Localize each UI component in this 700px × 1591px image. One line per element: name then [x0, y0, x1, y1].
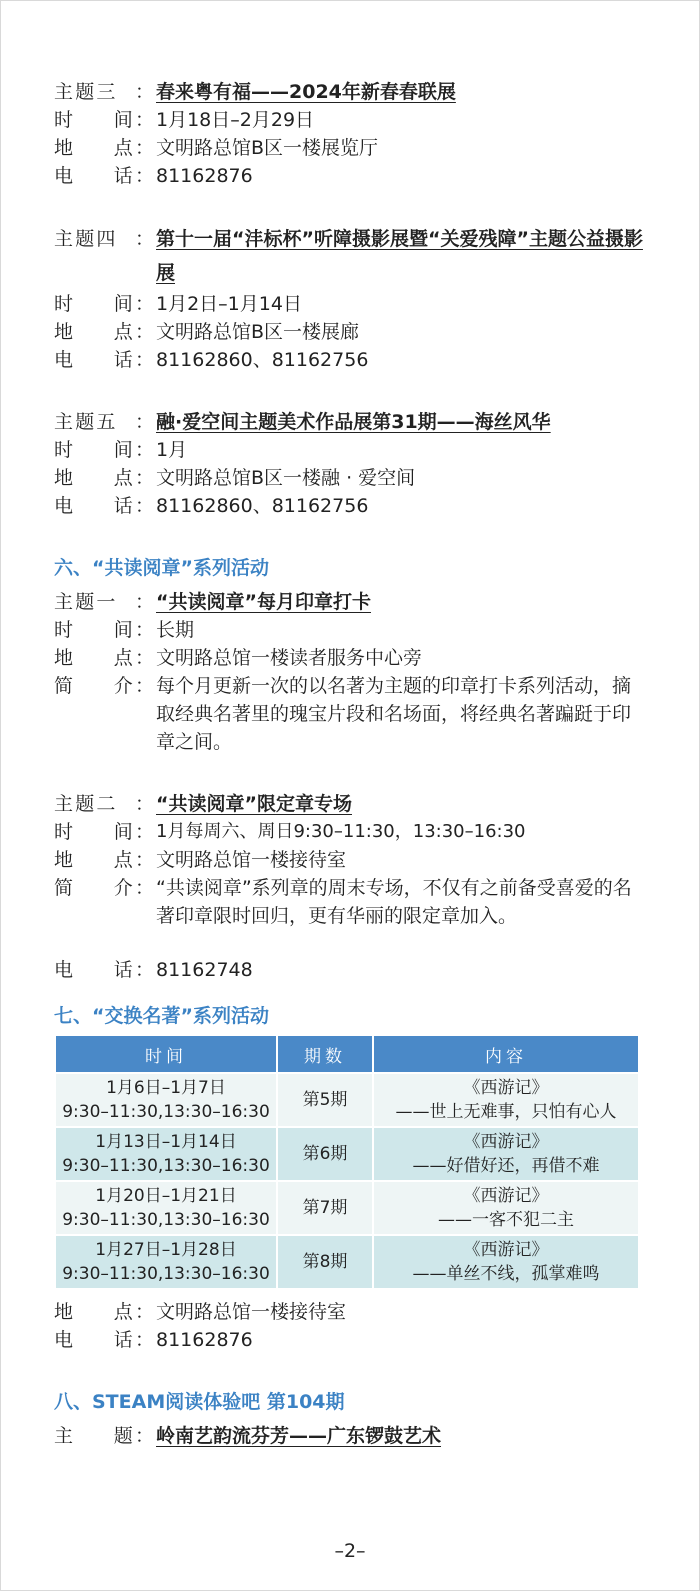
theme-row: 主 题 三 ： 春来粤有福——2024年新春春联展 [54, 78, 644, 106]
section-heading: 六、“共读阅章”系列活动 [54, 557, 269, 579]
phone-row: 电 话 ： 81162860、81162756 [54, 495, 369, 517]
theme-row: 主 题 四 ： 第十一届“沣标杯”听障摄影展暨“关爱残障”主题公益摄影展 [54, 222, 644, 290]
event-entry [54, 408, 644, 520]
header-content: 内容 [373, 1035, 639, 1073]
location-row: 地 点 ： 文明路总馆一楼接待室 [54, 1301, 347, 1323]
page-number: –2– [334, 1540, 366, 1562]
content-cell: 《西游记》 ——单丝不线，孤掌难鸣 [373, 1235, 639, 1289]
event-title: 融·爱空间主题美术作品展第31期——海丝风华 [156, 411, 551, 433]
theme-row: 主 题 五 ： 融·爱空间主题美术作品展第31期——海丝风华 [54, 408, 644, 436]
issue-cell: 第7期 [277, 1181, 373, 1235]
phone-row: 电 话 ： 81162876 [54, 1329, 253, 1351]
exchange-table [54, 1034, 640, 1290]
time-row: 时 间 ： 1月2日–1月14日 [54, 293, 302, 315]
time-row: 时 间 ： 1月18日–2月29日 [54, 109, 315, 131]
time-cell: 1月6日–1月7日 9:30–11:30,13:30–16:30 [55, 1073, 277, 1127]
issue-cell: 第8期 [277, 1235, 373, 1289]
time-row: 时 间 ： 1月 [54, 439, 188, 461]
header-issue: 期数 [277, 1035, 373, 1073]
time-cell: 1月27日–1月28日 9:30–11:30,13:30–16:30 [55, 1235, 277, 1289]
theme-row: 主 题 一 ： “共读阅章”每月印章打卡 [54, 588, 644, 616]
event-title: 第十一届“沣标杯”听障摄影展暨“关爱残障”主题公益摄影展 [156, 228, 643, 284]
location-row: 地 点 ： 文明路总馆一楼读者服务中心旁 [54, 647, 423, 669]
section7-info [54, 1298, 644, 1354]
location-row: 地 点 ： 文明路总馆B区一楼融 · 爱空间 [54, 467, 416, 489]
table-row [55, 1181, 639, 1235]
event-entry [54, 588, 644, 756]
time-row: 时 间 ： 长期 [54, 619, 195, 641]
section6-phone [54, 956, 644, 984]
event-entry [54, 222, 644, 374]
table-row [55, 1073, 639, 1127]
header-time: 时间 [55, 1035, 277, 1073]
time-cell: 1月20日–1月21日 9:30–11:30,13:30–16:30 [55, 1181, 277, 1235]
event-title: “共读阅章”每月印章打卡 [156, 591, 371, 613]
content-cell: 《西游记》 ——一客不犯二主 [373, 1181, 639, 1235]
phone-row: 电 话 ： 81162748 [54, 959, 253, 981]
theme-row: 主 题 ： 岭南艺韵流芬芳——广东锣鼓艺术 [54, 1422, 644, 1450]
table-row [55, 1235, 639, 1289]
time-cell: 1月13日–1月14日 9:30–11:30,13:30–16:30 [55, 1127, 277, 1181]
section-heading: 八、STEAM阅读体验吧 第104期 [54, 1391, 345, 1413]
table-row [55, 1127, 639, 1181]
section-heading: 七、“交换名著”系列活动 [54, 1005, 269, 1027]
intro-row: 简 介 ： “共读阅章”系列章的周末专场，不仅有之前备受喜爱的名著印章限时回归，更有华丽的限定章加入。 [54, 877, 632, 927]
event-entry [54, 78, 644, 190]
theme-row: 主 题 二 ： “共读阅章”限定章专场 [54, 790, 644, 818]
issue-cell: 第6期 [277, 1127, 373, 1181]
content-cell: 《西游记》 ——好借好还，再借不难 [373, 1127, 639, 1181]
event-entry [54, 790, 644, 930]
event-title: 春来粤有福——2024年新春春联展 [156, 81, 456, 103]
event-title: 岭南艺韵流芬芳——广东锣鼓艺术 [156, 1425, 442, 1447]
phone-row: 电 话 ： 81162860、81162756 [54, 349, 369, 371]
intro-row: 简 介 ： 每个月更新一次的以名著为主题的印章打卡系列活动，摘取经典名著里的瑰宝片段和名场面，将经典名著蹁跹于印章之间。 [54, 675, 632, 753]
event-title: “共读阅章”限定章专场 [156, 793, 352, 815]
issue-cell: 第5期 [277, 1073, 373, 1127]
location-row: 地 点 ： 文明路总馆一楼接待室 [54, 849, 347, 871]
table-header-row [55, 1035, 639, 1073]
location-row: 地 点 ： 文明路总馆B区一楼展览厅 [54, 137, 379, 159]
document-page [54, 78, 644, 1450]
location-row: 地 点 ： 文明路总馆B区一楼展廊 [54, 321, 360, 343]
time-row: 时 间 ： 1月每周六、周日9:30–11:30，13:30–16:30 [54, 821, 526, 843]
content-cell: 《西游记》 ——世上无难事，只怕有心人 [373, 1073, 639, 1127]
phone-row: 电 话 ： 81162876 [54, 165, 253, 187]
